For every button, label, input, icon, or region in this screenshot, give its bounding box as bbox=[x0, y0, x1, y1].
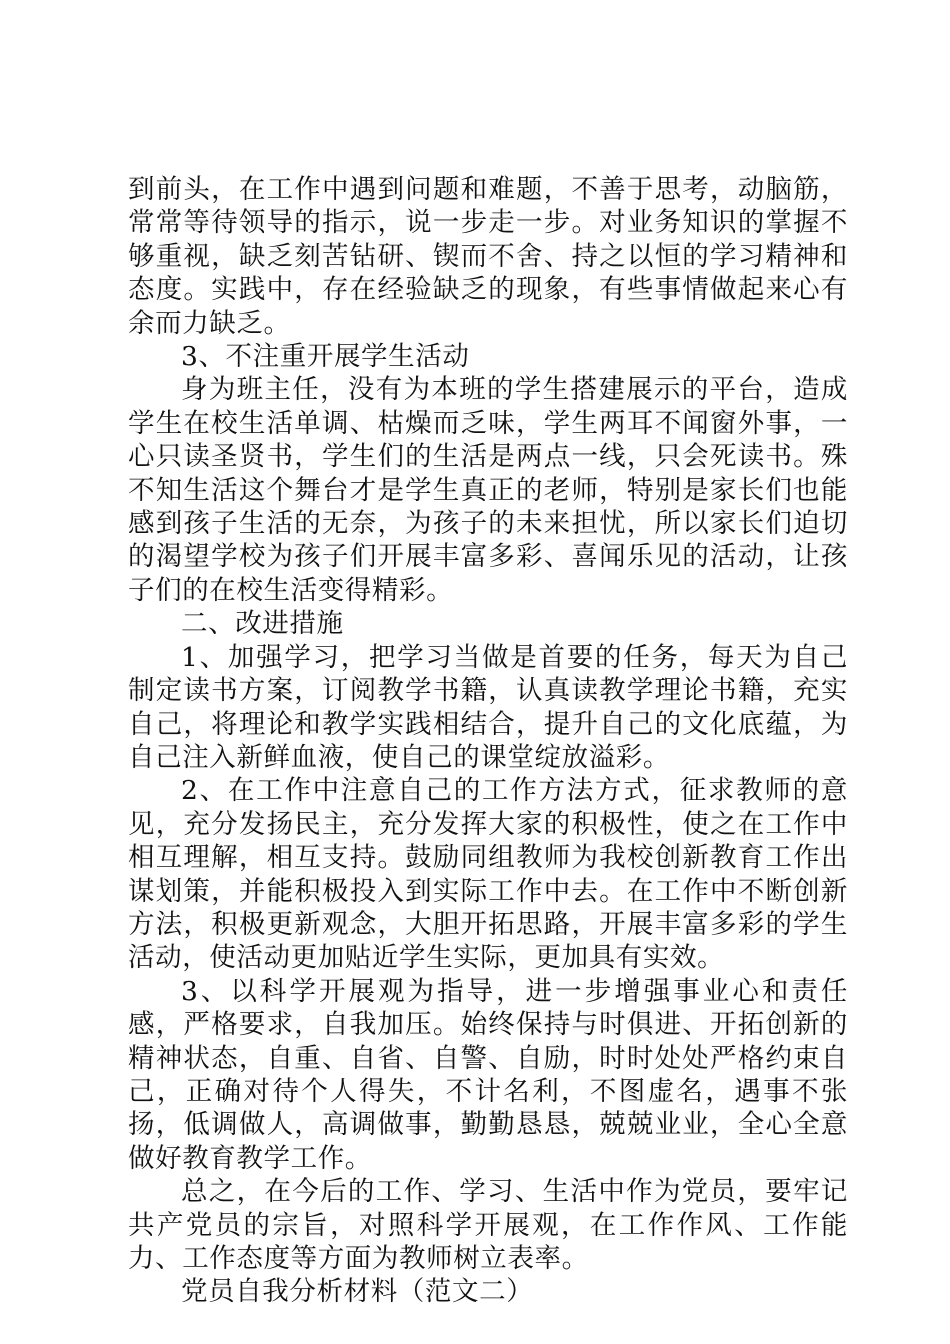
section-heading-improvements: 二、改进措施 bbox=[181, 608, 344, 640]
next-document-title: 党员自我分析材料（范文二） bbox=[181, 1276, 534, 1308]
paragraph-conclusion: 总之，在今后的工作、学习、生活中作为党员，要牢记共产党员的宗旨，对照科学开展观，在工作作风、工作能力、工作态度等方面为教师树立表率。 bbox=[128, 1176, 848, 1274]
paragraph-continuation: 到前头，在工作中遇到问题和难题，不善于思考，动脑筋，常常等待领导的指示，说一步走一步。对业务知识的掌握不够重视，缺乏刻苦钻研、锲而不舍、持之以恒的学习精神和态度。实践中，存在经验缺乏的现象，有些事情做起来心有余而力缺乏。 bbox=[128, 174, 848, 339]
paragraph-improvement-1: 1、加强学习，把学习当做是首要的任务，每天为自己制定读书方案，订阅教学书籍，认真读教学理论书籍，充实自己，将理论和教学实践相结合，提升自己的文化底蕴，为自己注入新鲜血液，使自己的课堂绽放溢彩。 bbox=[128, 641, 848, 773]
paragraph-improvement-2: 2、在工作中注意自己的工作方法方式，征求教师的意见，充分发扬民主，充分发挥大家的积极性，使之在工作中相互理解，相互支持。鼓励同组教师为我校创新教育工作出谋划策，并能积极投入到实际工作中去。在工作中不断创新方法，积极更新观念，大胆开拓思路，开展丰富多彩的学生活动，使活动更加贴近学生实际，更加具有实效。 bbox=[128, 775, 848, 974]
paragraph-class-teacher: 身为班主任，没有为本班的学生搭建展示的平台，造成学生在校生活单调、枯燥而乏味，学生两耳不闻窗外事，一心只读圣贤书，学生们的生活是两点一线，只会死读书。殊不知生活这个舞台才是学生真正的老师，特别是家长们也能感到孩子生活的无奈，为孩子的未来担忧，所以家长们迫切的渴望学校为孩子们开展丰富多彩、喜闻乐见的活动，让孩子们的在校生活变得精彩。 bbox=[128, 374, 848, 606]
document-body bbox=[128, 173, 848, 1309]
subheading-student-activities: 3、不注重开展学生活动 bbox=[181, 341, 470, 373]
paragraph-improvement-3: 3、以科学开展观为指导，进一步增强事业心和责任感，严格要求，自我加压。始终保持与时俱进、开拓创新的精神状态，自重、自省、自警、自励，时时处处严格约束自己，正确对待个人得失，不计名利，不图虚名，遇事不张扬，低调做人，高调做事，勤勤恳恳，兢兢业业，全心全意做好教育教学工作。 bbox=[128, 975, 848, 1174]
